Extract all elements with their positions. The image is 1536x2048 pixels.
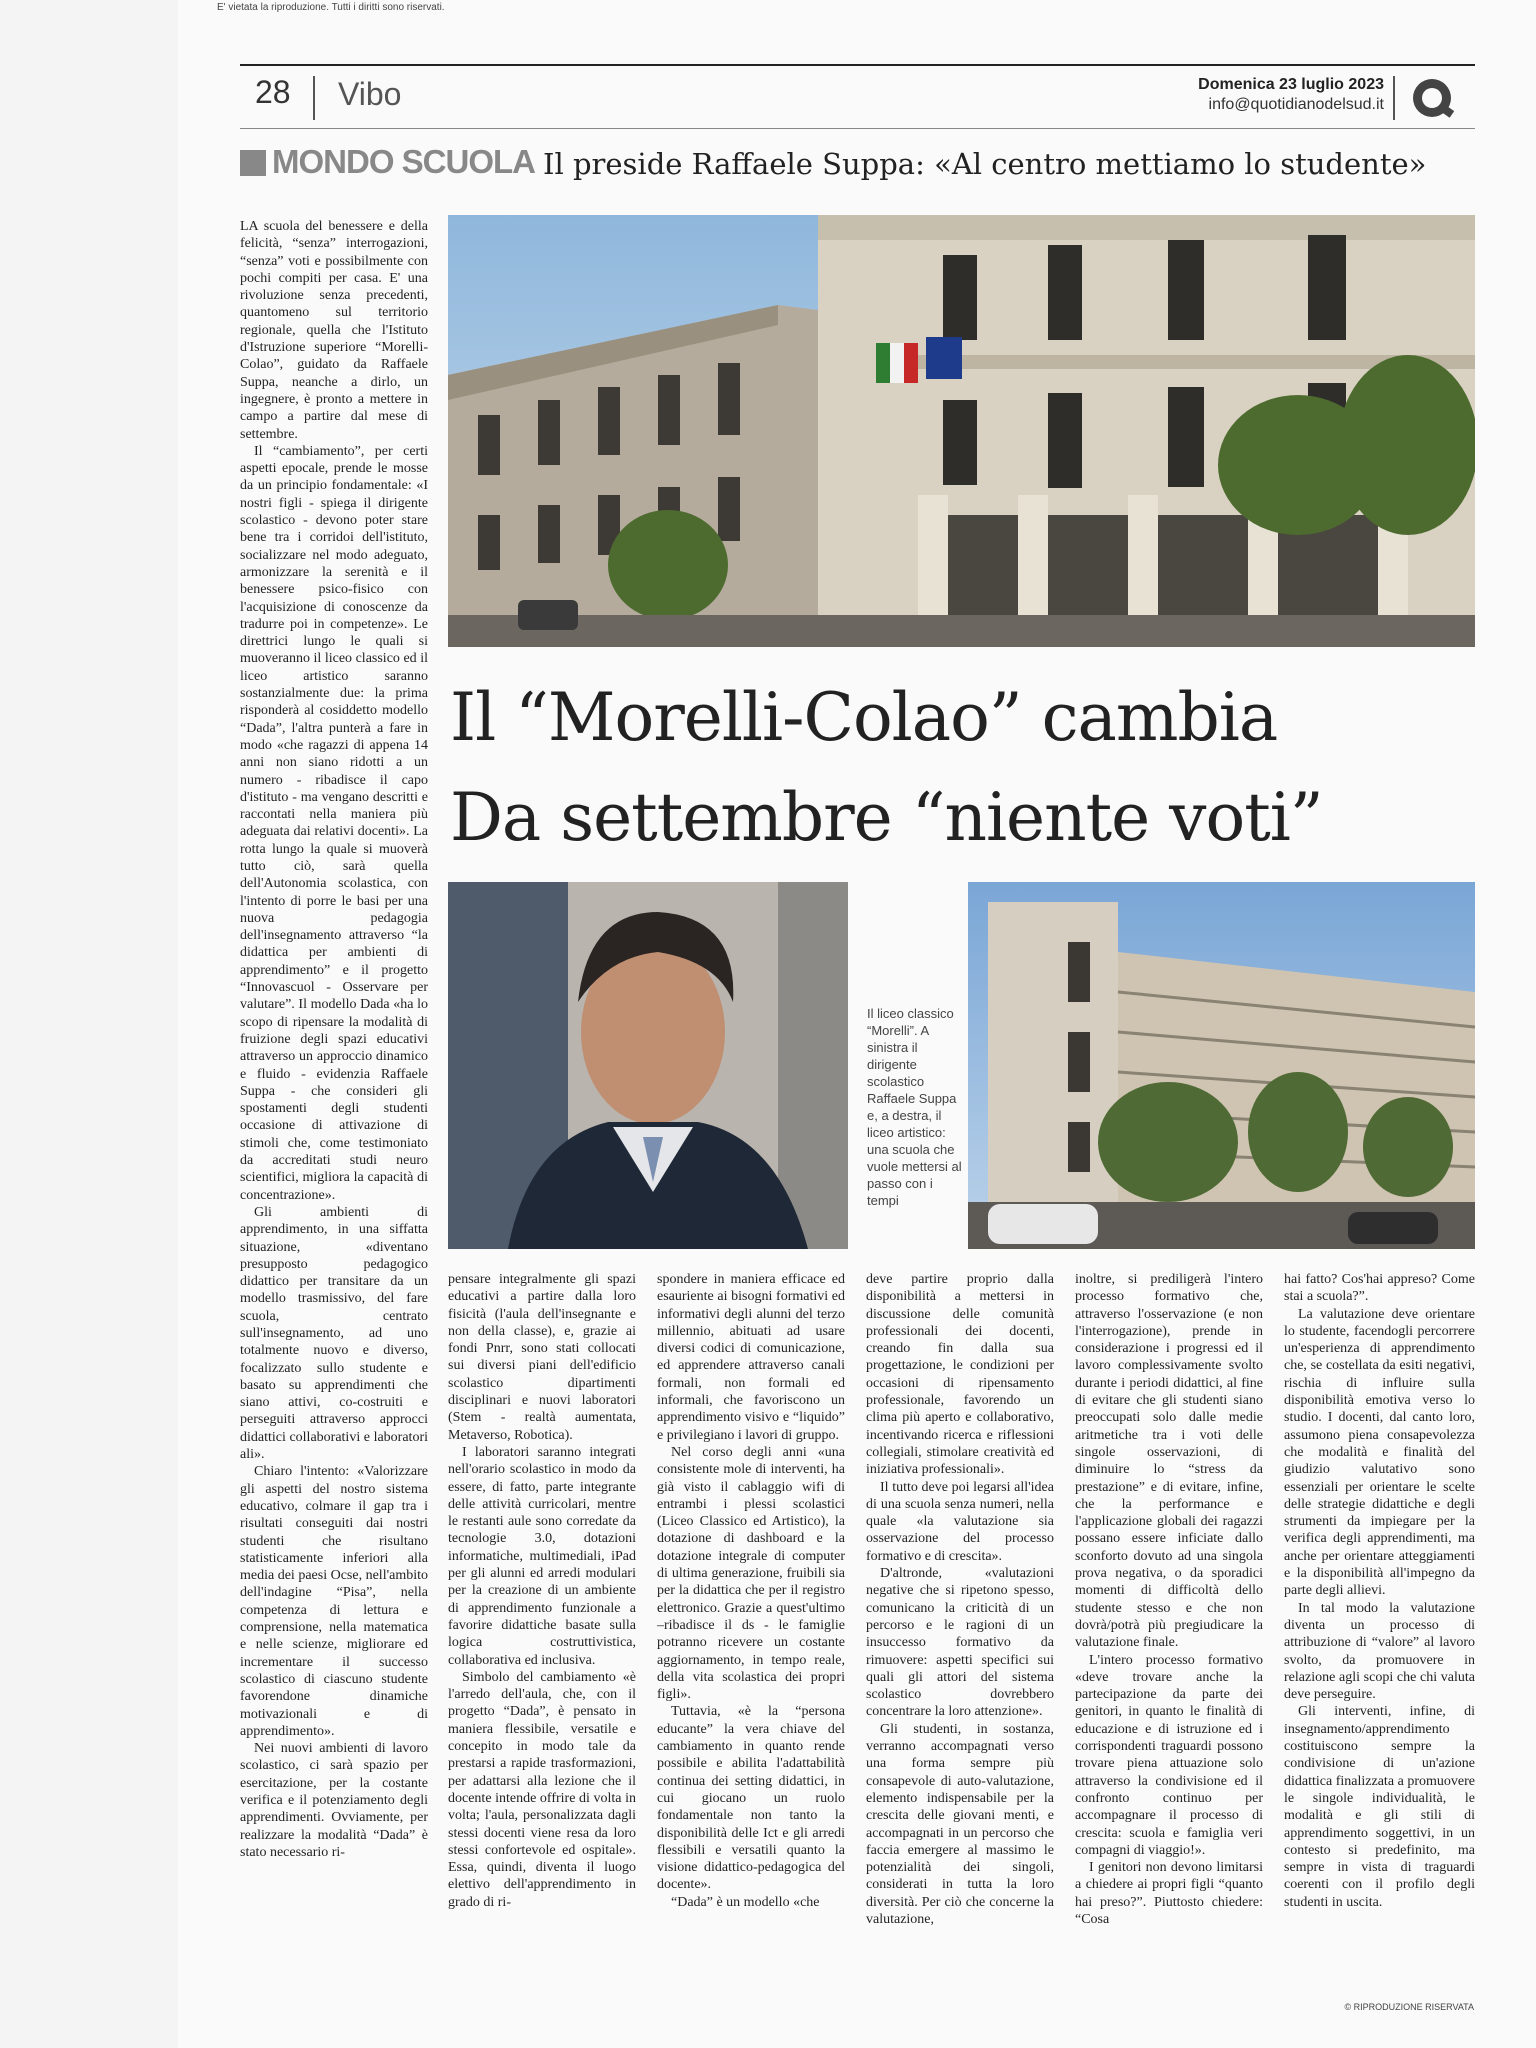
article-column-5: [1075, 1271, 1263, 1928]
paragraph: LA scuola del benessere e della felicità, “senza” interrogazioni, “senza” voti e possibilmente con pochi compiti per casa. E' una rivoluzione senza precedenti, quantomeno sul territorio regionale, quella che l'Istituto d'Istruzione superiore “Morelli-Colao”, guidato da Raffaele Suppa, neanche a dirlo, un ingegnere, è pronto a mettere in campo a partire dal mese di settembre.: [240, 219, 428, 442]
article-column-6: [1284, 1271, 1475, 1911]
paragraph: hai fatto? Cos'hai appreso? Come stai a scuola?”.: [1284, 1272, 1475, 1305]
paragraph: deve partire proprio dalla disponibilità a mettersi in discussione delle comunità professionali dei docenti, creando fin dalla sua progettazione, le condizioni per occasioni di ripensamento professionale, favorendo un clima più aperto e collaborativo, incentivando ricerca e riflessioni collegiali, stimolare creatività ed iniziativa professionali».: [866, 1272, 1054, 1478]
header-separator: [313, 76, 315, 120]
paragraph: L'intero processo formativo «deve trovare anche la partecipazione da parte dei genitori, in quanto le finalità di educazione e di istruzione ed i corrispondenti traguardi possono trovare piena attuazione solo attraverso la condivisione ed il confronto continuo per accompagnare il processo di crescita: scuola e famiglia veri compagni di viaggio!».: [1075, 1652, 1263, 1858]
paragraph: spondere in maniera efficace ed esauriente ai bisogni formativi ed informativi degli alunni del terzo millennio, abituati ad usare diversi codici di comunicazione, ed apprendere attraverso canali formali, non formali ed informali, che favoriscono un apprendimento visivo e “liquido” e privilegiano i lavori di gruppo.: [657, 1272, 845, 1443]
header-top-rule: [240, 64, 1475, 66]
paragraph: Tuttavia, «è la “persona educante” la vera chiave del cambiamento in quanto rende possibile e abilita l'adattabilità continua dei setting didattici, in cui giocano un ruolo fondamentale non tanto la disponibilità delle Ict e gli arredi flessibili e versatili quanto la visione didattico-pedagogica del docente».: [657, 1704, 845, 1893]
paragraph: D'altronde, «valutazioni negative che si ripetono spesso, comunicano la criticità di un percorso e le ragioni di un insuccesso formativo da rimuovere: aspetti specifici sui quali gli attori del sistema scolastico dovrebbero concentrare la loro attenzione».: [866, 1566, 1054, 1720]
copyright-notice: E' vietata la riproduzione. Tutti i diritti sono riservati.: [217, 2, 445, 13]
page-number: 28: [255, 74, 291, 110]
photo-art-school-building: [968, 882, 1475, 1249]
paragraph: Gli interventi, infine, di insegnamento/apprendimento costituiscono sempre la condivisione di un'azione didattica finalizzata a promuovere le singole individualità, le modalità e gli stili di apprendimento soggettivi, in un contesto si predefinito, ma sempre in vista di traguardi coerenti con il profilo degli studenti in uscita.: [1284, 1704, 1475, 1910]
paragraph: Chiaro l'intento: «Valorizzare gli aspetti del nostro sistema educativo, colmare il gap tra i risultati conseguiti dai nostri studenti che risultano statisticamente inferiori alla media dei paesi Ocse, nell'ambito dell'indagine “Pisa”, nella competenza di lettura e comprensione, nella matematica e nelle scienze, migliorare ed incrementare il successo scolastico di ciascuno studente favorendone dinamiche motivazionali e di apprendimento».: [240, 1464, 428, 1739]
paragraph: I laboratori saranno integrati nell'orario scolastico in modo da essere, di fatto, parte integrante delle attività curricolari, mentre le restanti aule sono corredate da tecnologie 3.0, dotazioni informatiche, multimediali, iPad per gli alunni ed arredi modulari per la creazione di un ambiente di apprendimento funzionale a favorire didattiche basate sulla logica costruttivistica, collaborativa ed inclusiva.: [448, 1444, 636, 1668]
headline: [450, 668, 1323, 868]
paragraph: Gli studenti, in sostanza, verranno accompagnati verso una forma sempre più consapevole di auto-valutazione, elemento indispensabile per la crescita delle giovani menti, e accompagnati in un percorso che faccia emergere al massimo le potenzialità dei singoli, considerati in tutta la loro diversità. Per ciò che concerne la valutazione,: [866, 1721, 1054, 1927]
rubric-label: MONDO SCUOLA: [272, 143, 535, 180]
paragraph: Nel corso degli anni «una consistente mole di interventi, ha già visto il cablaggio wifi di entrambi i plessi scolastici (Liceo Classico ed Artistico), la dotazione di dashboard e la dotazione integrale di computer di ultima generazione, fruibili sia per la didattica che per il registro elettronico. Grazie a quest'ultimo –ribadisce il ds - le famiglie potranno ricevere un costante aggiornamento, in tempo reale, della vita scolastica dei propri figli».: [657, 1444, 845, 1703]
paragraph: pensare integralmente gli spazi educativi a partire dalla loro fisicità (l'aula dell'insegnante e non della classe), e, grazie ai fondi Pnrr, sono stati collocati sui diversi piani dell'edificio scolastico dipartimenti disciplinari e nuovi laboratori (Stem - realtà aumentata, Metaverso, Robotica).: [448, 1272, 636, 1443]
paragraph: inoltre, si prediligerà l'intero processo formativo che, attraverso l'osservazione (e non l'interrogazione), prende in considerazione i progressi ed il lavoro complessivamente svolto durante i periodi didattici, al fine di evitare che gli studenti siano preoccupati solo dalle medie aritmetiche tra i voti delle singole osservazioni, di diminuire lo “stress da prestazione” e di evitare, infine, che la performance e l'applicazione globali dei ragazzi possano essere inficiate dallo sconforto dovuto ad una singola prova negativa, o da sporadici momenti di difficoltà dello studente stesso e che non dovrà/potrà più pregiudicare la valutazione finale.: [1075, 1272, 1263, 1651]
paragraph: In tal modo la valutazione diventa un processo di attribuzione di “valore” al lavoro svolto, da promuovere in relazione agli scopi che chi valuta deve perseguire.: [1284, 1600, 1475, 1703]
issue-date: Domenica 23 luglio 2023: [1198, 76, 1384, 93]
article-column-1: [240, 218, 428, 1861]
article-column-2: [448, 1271, 636, 1911]
photo-school-building-morelli: [448, 215, 1475, 647]
paragraph: I genitori non devono limitarsi a chiedere ai propri figli “quanto hai preso?”. Piuttosto chiedere: “Cosa: [1075, 1860, 1263, 1927]
paragraph: “Dada” è un modello «che: [671, 1894, 820, 1910]
section-name: Vibo: [338, 76, 402, 112]
article-subhead: Il preside Raffaele Suppa: «Al centro mettiamo lo studente»: [543, 147, 1427, 181]
header-bottom-rule: [240, 128, 1475, 129]
contact-email: info@quotidianodelsud.it: [1208, 96, 1384, 113]
paragraph: Il tutto deve poi legarsi all'idea di una scuola senza numeri, nella quale «la valutazione sia osservazione del processo formativo e di crescita».: [866, 1479, 1054, 1564]
article-column-3: [657, 1271, 845, 1911]
article-column-4: [866, 1271, 1054, 1928]
copyright-footer: © RIPRODUZIONE RISERVATA: [1344, 2002, 1474, 2012]
paragraph: La valutazione deve orientare lo studente, facendogli percorrere un'esperienza di apprendimento che, se costellata da esiti negativi, rischia di influire sulla disponibilità emotiva verso lo studio. I docenti, dal canto loro, assumono piena consapevolezza che modalità e finalità del giudizio valutativo sono essenziali per orientare le scelte delle strategie didattiche e degli strumenti da impiegare per la verifica degli apprendimenti, ma anche per orientare atteggiamenti e la disponibilità all'impegno da parte degli allievi.: [1284, 1306, 1475, 1599]
photo-caption: Il liceo classico “Morelli”. A sinistra il dirigente scolastico Raffaele Suppa e, a destra, il liceo artistico: una scuola che vuole mettersi al passo con i tempi: [867, 1006, 962, 1208]
logo-separator: [1393, 76, 1395, 120]
headline-line-1: Il “Morelli-Colao” cambia: [450, 679, 1278, 756]
rubric-square-icon: [240, 150, 266, 176]
paragraph: Simbolo del cambiamento «è l'arredo dell'aula, che, con il progetto “Dada”, è pensato in maniera flessibile, versatile e concepito in modo tale da prestarsi a rapide trasformazioni, per adattarsi alla lezione che il docente intende offrire di volta in volta; l'aula, personalizzata dagli stessi docenti viene resa da loro stessi confortevole ed ospitale». Essa, quindi, diventa il luogo elettivo dell'apprendimento in grado di ri-: [448, 1669, 636, 1910]
headline-line-2: Da settembre “niente voti”: [450, 779, 1323, 856]
paragraph: Gli ambienti di apprendimento, in una siffatta situazione, «diventano presupposto pedagogico didattico per transitare da un modello trasmissivo, del fare scuola, centrato sull'insegnamento, ad uno totalmente nuovo e diverso, focalizzato sullo studente e basato su apprendimenti che siano attivi, co-costruiti e perseguiti attraverso approcci didattici collaborativi e laboratori ali».: [240, 1204, 428, 1463]
paragraph: Nei nuovi ambienti di lavoro scolastico, ci sarà spazio per esercitazione, per la costante verifica e il potenziamento degli apprendimenti. Ovviamente, per realizzare la modalità “Dada” è stato necessario ri-: [240, 1741, 428, 1860]
paragraph: Il “cambiamento”, per certi aspetti epocale, prende le mosse da un principio fondamentale: «I nostri figli - spiega il dirigente scolastico - devono poter stare bene tra i corridoi dell'istituto, socializzare nel modo adeguato, armonizzare la serenità e il benessere psico-fisico con l'acquisizione di conoscenze da tradurre poi in competenze». Le direttrici lungo le quali si muoveranno il liceo classico ed il liceo artistico saranno sostanzialmente due: la prima risponderà al cosiddetto modello “Dada”, l'altra punterà a fare in modo «che ragazzi di appena 14 anni non siano ridotti a un numero - ribadisce il capo d'istituto - ma vengano descritti e raccontati nella maniera più adeguata dai relativi docenti». La rotta lungo la quale si muoverà tutto ciò, sarà quella dell'Autonomia scolastica, con l'intento di porre le basi per una nuova pedagogia dell'insegnamento attraverso “la didattica per ambienti di apprendimento” e il progetto “Innovascuol - Osservare per valutare”. Il modello Dada «ha lo scopo di ripensare la modalità di fruizione degli spazi educativi attraverso un approccio dinamico e fluido - evidenzia Raffaele Suppa - che consideri gli spostamenti degli studenti occasione di attivazione di stimoli che, come testimoniato da accreditati studi neuro scientifici, migliora la capacità di concentrazione».: [240, 443, 428, 1203]
photo-headmaster-portrait: [448, 882, 848, 1249]
